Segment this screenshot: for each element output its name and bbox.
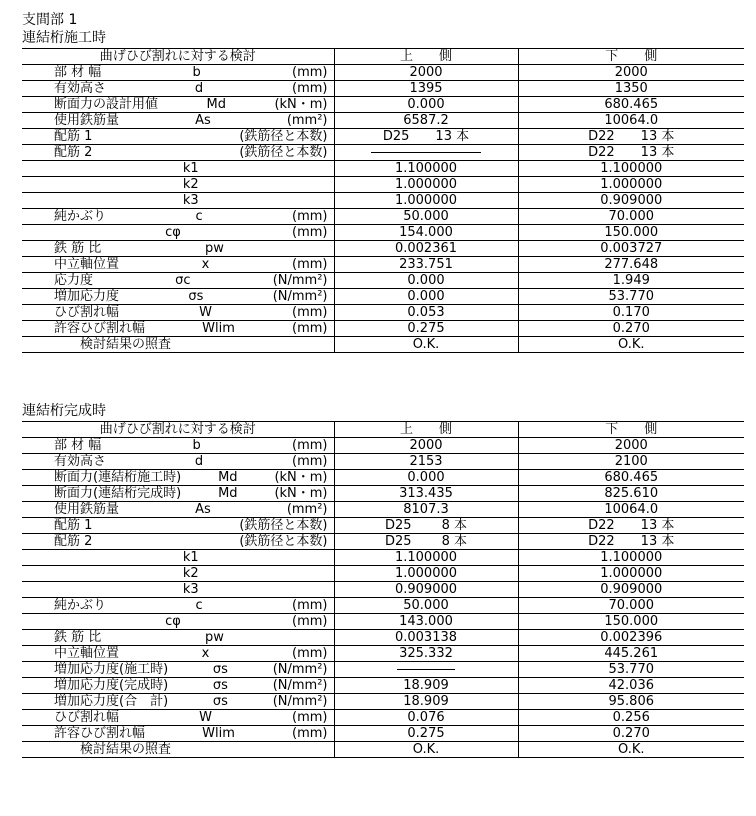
value-top: 0.275 [334,321,518,337]
row-symbol: k3 [182,193,199,208]
value-top: 154.000 [334,225,518,241]
table-row [22,630,744,646]
value-top: 313.435 [334,486,518,502]
table-row [22,209,744,225]
table-row [22,454,744,470]
row-label [22,438,334,454]
table-row [22,225,744,241]
row-unit: (鉄筋径と本数) [239,534,328,549]
row-name: 純かぶり [54,598,107,613]
header-bottom-side: 下 側 [518,422,744,438]
row-name: 部 材 幅 [54,65,102,80]
row-unit: (mm) [292,257,328,272]
value-top: 1.000000 [334,566,518,582]
row-name: 断面力(連結桁施工時) [54,470,182,485]
row-name: 断面力の設計用値 [54,97,159,112]
row-name [22,225,54,240]
row-name [22,550,54,565]
row-label [22,598,334,614]
value-top: 0.053 [334,305,518,321]
row-name: 部 材 幅 [54,438,102,453]
row-name: 鉄 筋 比 [54,630,102,645]
value-bottom: 53.770 [518,289,744,305]
row-unit: (mm) [292,438,328,453]
row-unit: (mm) [292,81,328,96]
row-symbol: k1 [182,550,199,565]
table-row [22,646,744,662]
section-title: 支間部 1 [22,12,78,28]
table-row [22,113,744,129]
row-name [22,193,54,208]
row-name: 増加応力度 [54,289,120,304]
row-symbol: k2 [182,566,199,581]
row-symbol: k2 [182,177,199,192]
row-label [22,534,334,550]
row-unit: (mm) [292,710,328,725]
value-bottom: 150.000 [518,225,744,241]
table-row [22,129,744,145]
row-label [22,65,334,81]
value-bottom: 1350 [518,81,744,97]
header-top-side: 上 側 [334,49,518,65]
row-symbol: pw [204,241,224,256]
value-bottom: 70.000 [518,209,744,225]
completion-title: 連結桁完成時 [22,403,106,419]
row-label [22,486,334,502]
row-name [22,614,54,629]
dash-placeholder [371,152,481,153]
row-symbol: As [195,113,211,128]
value-top: 0.909000 [334,582,518,598]
row-symbol: σs [212,694,228,709]
row-unit: (N/mm²) [272,662,328,677]
value-bottom: 277.648 [518,257,744,273]
row-name: 増加応力度(合 計) [54,694,169,709]
table-row [22,534,744,550]
header-bottom-side: 下 側 [518,49,744,65]
value-top: 233.751 [334,257,518,273]
value-bottom: O.K. [518,742,744,758]
row-label [22,321,334,337]
value-top: 0.000 [334,289,518,305]
value-top: 1.000000 [334,193,518,209]
value-bottom: 1.100000 [518,161,744,177]
table-row [22,65,744,81]
row-symbol: cφ [165,614,181,629]
row-name: 応力度 [54,273,94,288]
row-symbol: c [195,209,203,224]
row-label [22,518,334,534]
value-top: 143.000 [334,614,518,630]
row-symbol: Wlim [202,726,235,741]
row-symbol: σs [188,289,204,304]
row-label [22,305,334,321]
row-unit: (mm²) [286,502,328,517]
value-bottom: 2000 [518,438,744,454]
row-symbol [171,337,327,352]
row-name: 配筋 1 [54,129,93,144]
row-label [22,113,334,129]
row-label [22,694,334,710]
row-label [22,273,334,289]
row-unit [328,337,334,352]
table-row [22,614,744,630]
value-top: 50.000 [334,209,518,225]
row-name: 純かぶり [54,209,107,224]
row-unit: (mm) [292,209,328,224]
value-top: 8107.3 [334,502,518,518]
row-unit: (mm²) [286,113,328,128]
row-name: 中立軸位置 [54,646,120,661]
table-row [22,321,744,337]
value-top [334,662,518,678]
row-label [22,582,334,598]
row-name: 増加応力度(施工時) [54,662,169,677]
value-top: 50.000 [334,598,518,614]
value-bottom: 95.806 [518,694,744,710]
dash-placeholder [397,669,455,670]
table-row [22,337,744,353]
value-top: 0.000 [334,97,518,113]
row-unit [328,742,334,757]
table-row [22,694,744,710]
row-name: 中立軸位置 [54,257,120,272]
row-label [22,454,334,470]
row-symbol: pw [204,630,224,645]
row-label [22,742,334,758]
value-top: 1.100000 [334,550,518,566]
row-name: 使用鉄筋量 [54,502,120,517]
value-top: O.K. [334,337,518,353]
row-label [22,726,334,742]
table-row [22,289,744,305]
row-symbol: σs [212,662,228,677]
table-row [22,502,744,518]
value-top: 2000 [334,438,518,454]
value-top: 6587.2 [334,113,518,129]
row-label [22,337,334,353]
row-unit [328,582,334,597]
row-label [22,97,334,113]
row-name [22,177,54,192]
value-bottom: 2100 [518,454,744,470]
value-bottom: 150.000 [518,614,744,630]
row-label [22,566,334,582]
row-label [22,710,334,726]
row-name: 使用鉄筋量 [54,113,120,128]
value-bottom: 680.465 [518,470,744,486]
completion-table [22,421,744,758]
value-bottom: 70.000 [518,598,744,614]
value-top: 1.000000 [334,177,518,193]
row-unit: (N/mm²) [272,678,328,693]
row-label [22,502,334,518]
value-top: 0.275 [334,726,518,742]
value-bottom: 42.036 [518,678,744,694]
value-bottom: 1.100000 [518,550,744,566]
row-name [22,161,54,176]
value-bottom: 0.256 [518,710,744,726]
row-symbol: d [194,81,204,96]
table-row [22,742,744,758]
row-name: 断面力(連結桁完成時) [54,486,182,501]
row-label [22,289,334,305]
value-top: 0.000 [334,470,518,486]
table-row [22,598,744,614]
table-row [22,161,744,177]
row-unit: (mm) [292,454,328,469]
header-item: 曲げひび割れに対する検討 [22,422,334,438]
table-row [22,662,744,678]
table-row [22,305,744,321]
table-row [22,726,744,742]
row-symbol [92,534,239,549]
value-top: 2153 [334,454,518,470]
row-unit: (鉄筋径と本数) [239,129,328,144]
row-unit: (kN・m) [274,470,328,485]
table-header-row [22,422,744,438]
value-top: 0.002361 [334,241,518,257]
table-row [22,257,744,273]
table-row [22,582,744,598]
table-row [22,177,744,193]
row-label [22,241,334,257]
row-symbol: W [199,710,212,725]
row-unit: (鉄筋径と本数) [239,145,328,160]
row-unit: (mm) [292,305,328,320]
value-bottom: 0.270 [518,726,744,742]
value-top: 2000 [334,65,518,81]
value-top: D25 8 本 [334,518,518,534]
table-row [22,81,744,97]
value-bottom: 2000 [518,65,744,81]
value-bottom: 680.465 [518,97,744,113]
row-unit [328,177,334,192]
row-name: 許容ひび割れ幅 [54,321,146,336]
row-unit: (mm) [292,646,328,661]
value-top [334,145,518,161]
row-label [22,630,334,646]
table-header-row [22,49,744,65]
value-top: 18.909 [334,678,518,694]
row-unit: (mm) [292,614,328,629]
table-row [22,241,744,257]
row-name: ひび割れ幅 [54,710,120,725]
construction-title: 連結桁施工時 [22,30,106,46]
row-name: 有効高さ [54,81,107,96]
value-top: 0.076 [334,710,518,726]
table-row [22,486,744,502]
value-bottom: 0.270 [518,321,744,337]
row-symbol [171,742,327,757]
value-top: 1395 [334,81,518,97]
row-label [22,646,334,662]
row-label [22,550,334,566]
row-unit [328,630,334,645]
row-name [22,566,54,581]
value-top: 0.003138 [334,630,518,646]
row-name: 増加応力度(完成時) [54,678,169,693]
row-label [22,225,334,241]
row-label [22,662,334,678]
row-symbol [92,145,239,160]
value-bottom: 445.261 [518,646,744,662]
value-bottom: 0.002396 [518,630,744,646]
row-name: 配筋 2 [54,145,93,160]
row-unit: (mm) [292,321,328,336]
value-top: 1.100000 [334,161,518,177]
row-name: 許容ひび割れ幅 [54,726,146,741]
row-symbol: W [199,305,212,320]
value-top: 325.332 [334,646,518,662]
value-bottom: D22 13 本 [518,129,744,145]
row-name: 配筋 1 [54,518,93,533]
value-bottom: O.K. [518,337,744,353]
row-label [22,470,334,486]
row-symbol: Wlim [202,321,235,336]
row-label [22,161,334,177]
row-name: 検討結果の照査 [54,337,172,352]
row-label [22,145,334,161]
value-top: D25 13 本 [334,129,518,145]
table-row [22,550,744,566]
row-label [22,129,334,145]
table-row [22,566,744,582]
row-symbol [92,518,239,533]
row-name [22,582,54,597]
row-name: 配筋 2 [54,534,93,549]
row-symbol: b [192,65,201,80]
row-label [22,614,334,630]
row-symbol: k3 [182,582,199,597]
row-unit: (N/mm²) [272,273,328,288]
value-bottom: 0.003727 [518,241,744,257]
row-unit: (mm) [292,726,328,741]
value-bottom: 10064.0 [518,502,744,518]
table-row [22,518,744,534]
row-symbol: c [195,598,203,613]
row-unit: (mm) [292,598,328,613]
construction-table [22,48,744,353]
row-unit [328,241,334,256]
value-top: 0.000 [334,273,518,289]
value-top: 18.909 [334,694,518,710]
row-symbol: k1 [182,161,199,176]
value-bottom: 1.949 [518,273,744,289]
row-unit [328,161,334,176]
value-bottom: 0.170 [518,305,744,321]
value-bottom: 10064.0 [518,113,744,129]
row-symbol: d [194,454,204,469]
row-symbol: Md [218,486,238,501]
row-unit [328,566,334,581]
value-top: O.K. [334,742,518,758]
row-symbol: x [201,646,210,661]
value-bottom: D22 13 本 [518,518,744,534]
row-label [22,678,334,694]
row-label [22,209,334,225]
row-unit [328,550,334,565]
value-bottom: 53.770 [518,662,744,678]
value-bottom: 1.000000 [518,177,744,193]
header-top-side: 上 側 [334,422,518,438]
value-bottom: 1.000000 [518,566,744,582]
row-symbol: As [195,502,211,517]
row-unit: (mm) [292,225,328,240]
table-row [22,97,744,113]
row-name: 検討結果の照査 [54,742,172,757]
row-label [22,193,334,209]
row-unit: (N/mm²) [272,694,328,709]
row-symbol: x [201,257,210,272]
table-row [22,193,744,209]
row-symbol: cφ [165,225,181,240]
value-bottom: D22 13 本 [518,534,744,550]
row-unit: (kN・m) [274,486,328,501]
header-item: 曲げひび割れに対する検討 [22,49,334,65]
table-row [22,438,744,454]
value-bottom: 0.909000 [518,193,744,209]
row-label [22,177,334,193]
table-row [22,145,744,161]
table-row [22,273,744,289]
table-row [22,678,744,694]
row-symbol [92,129,239,144]
value-bottom: D22 13 本 [518,145,744,161]
table-row [22,710,744,726]
row-unit: (mm) [292,65,328,80]
value-bottom: 0.909000 [518,582,744,598]
row-label [22,81,334,97]
value-top: D25 8 本 [334,534,518,550]
row-symbol: σc [175,273,191,288]
row-symbol: Md [218,470,238,485]
row-name: ひび割れ幅 [54,305,120,320]
row-unit: (鉄筋径と本数) [239,518,328,533]
row-name: 鉄 筋 比 [54,241,102,256]
row-unit: (N/mm²) [272,289,328,304]
row-symbol: b [192,438,201,453]
row-unit [328,193,334,208]
table-row [22,470,744,486]
row-unit: (kN・m) [274,97,328,112]
row-label [22,257,334,273]
row-symbol: Md [206,97,226,112]
value-bottom: 825.610 [518,486,744,502]
row-symbol: σs [212,678,228,693]
row-name: 有効高さ [54,454,107,469]
